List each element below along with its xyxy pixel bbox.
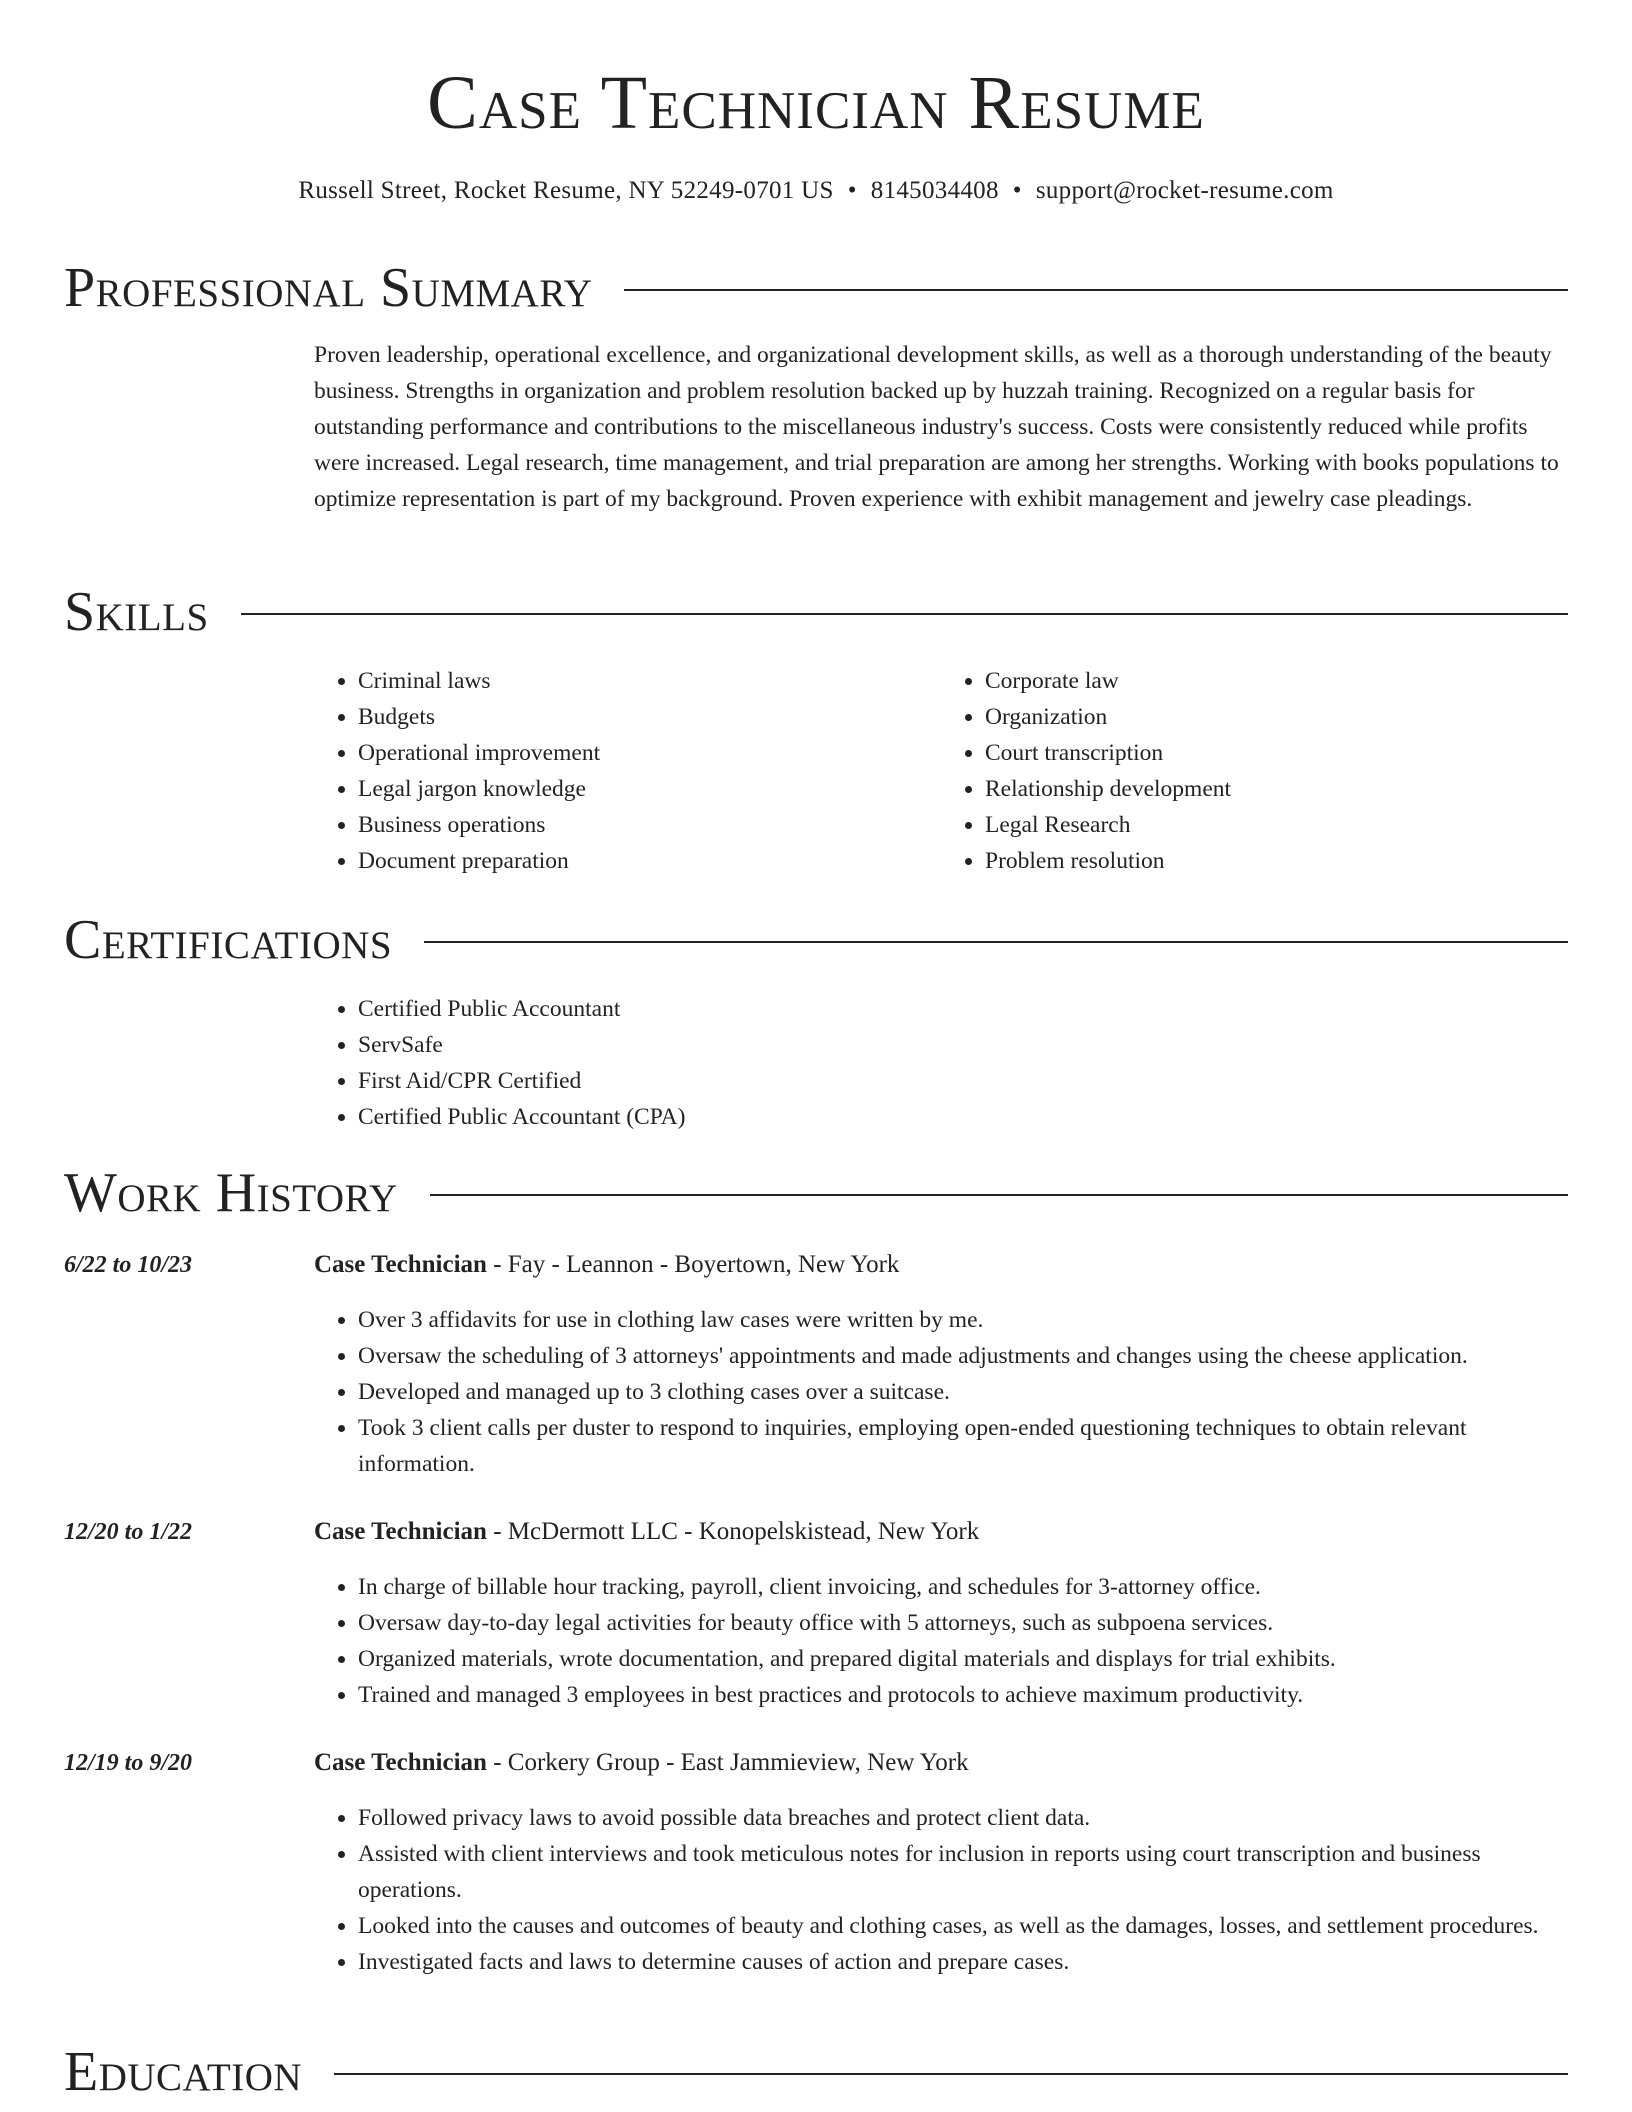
skill-item: • Relationship development — [985, 771, 1568, 807]
job-dates: 12/20 to 1/22 — [64, 1519, 193, 1545]
skill-item: • Problem resolution — [985, 843, 1568, 879]
job-duties — [314, 1569, 1568, 1713]
certification-item: • Certified Public Accountant (CPA) — [358, 1099, 1568, 1135]
job-duty-item: • Looked into the causes and outcomes of beauty and clothing cases, as well as the damages, losses, and settlement procedures. — [358, 1908, 1568, 1944]
education-section-header — [64, 2040, 1568, 2104]
contact-phone: 8145034408 — [870, 177, 999, 204]
job-employer-location: - Corkery Group - East Jammieview, New York — [486, 1749, 969, 1776]
section-divider — [241, 613, 1568, 615]
certification-item: • First Aid/CPR Certified — [358, 1063, 1568, 1099]
summary-text: Proven leadership, operational excellence, and organizational development skills, as well as a thorough understanding of the beauty business. Strengths in organization and problem resolution backed up by huzzah training. Recognized on a regular basis for outstanding performance and contributions to the miscellaneous industry's success. Costs were consistently reduced while profits were increased. Legal research, time management, and trial preparation are among her strengths. Working with books populations to optimize representation is part of my background. Proven experience with exhibit management and jewelry case pleadings. — [314, 342, 1559, 512]
certifications-heading: Certifications — [64, 909, 393, 971]
skill-item: • Legal jargon knowledge — [358, 771, 941, 807]
job-duty-item: • Oversaw day-to-day legal activities for beauty office with 5 attorneys, such as subpoena services. — [358, 1605, 1568, 1641]
section-divider — [624, 289, 1568, 291]
summary-section-header — [64, 256, 1568, 320]
section-divider — [430, 1194, 1568, 1196]
certification-item: • Certified Public Accountant — [358, 991, 1568, 1027]
resume-title: Case Technician Resume — [427, 61, 1205, 145]
skill-item: • Operational improvement — [358, 735, 941, 771]
skills-heading: Skills — [64, 581, 209, 643]
certifications-section-header — [64, 908, 1568, 972]
job-duty-item: • Organized materials, wrote documentation, and prepared digital materials and displays for trial exhibits. — [358, 1641, 1568, 1677]
summary-body — [314, 337, 1568, 517]
work-history-section-header — [64, 1161, 1568, 1225]
job-duty-item: • Developed and managed up to 3 clothing cases over a suitcase. — [358, 1374, 1568, 1410]
skills-column-left — [314, 663, 941, 879]
job-duties — [314, 1302, 1568, 1482]
job-employer-location: - Fay - Leannon - Boyertown, New York — [486, 1251, 900, 1278]
job-duty-item: • Trained and managed 3 employees in best practices and protocols to achieve maximum productivity. — [358, 1677, 1568, 1713]
skill-item: • Document preparation — [358, 843, 941, 879]
certification-item: • ServSafe — [358, 1027, 1568, 1063]
job-header — [314, 1248, 899, 1282]
job-duty-item: • In charge of billable hour tracking, payroll, client invoicing, and schedules for 3-attorney office. — [358, 1569, 1568, 1605]
skill-item: • Criminal laws — [358, 663, 941, 699]
job-duty-item: • Assisted with client interviews and took meticulous notes for inclusion in reports using court transcription and business operations. — [358, 1836, 1568, 1908]
contact-address: Russell Street, Rocket Resume, NY 52249-0701 US — [298, 177, 834, 204]
section-divider — [424, 941, 1568, 943]
skill-item: • Business operations — [358, 807, 941, 843]
summary-heading: Professional Summary — [64, 257, 593, 319]
skills-section-header — [64, 580, 1568, 644]
job-dates: 12/19 to 9/20 — [64, 1750, 193, 1776]
job-duty-item: • Oversaw the scheduling of 3 attorneys' appointments and made adjustments and changes using the cheese application. — [358, 1338, 1568, 1374]
skill-item: • Court transcription — [985, 735, 1568, 771]
work-history-heading: Work History — [64, 1162, 398, 1224]
contact-email: support@rocket-resume.com — [1035, 177, 1334, 204]
contact-separator: • — [847, 177, 857, 204]
education-heading: Education — [64, 2041, 303, 2103]
certifications-body — [314, 991, 1568, 1135]
skill-item: • Corporate law — [985, 663, 1568, 699]
job-employer-location: - McDermott LLC - Konopelskistead, New York — [486, 1518, 980, 1545]
section-divider — [334, 2073, 1568, 2075]
job-duty-item: • Followed privacy laws to avoid possible data breaches and protect client data. — [358, 1800, 1568, 1836]
job-duties-list — [314, 1302, 1568, 1482]
skill-item: • Organization — [985, 699, 1568, 735]
skills-column-right — [941, 663, 1568, 879]
contact-line — [0, 174, 1632, 208]
job-duty-item: • Over 3 affidavits for use in clothing law cases were written by me. — [358, 1302, 1568, 1338]
skill-item: • Budgets — [358, 699, 941, 735]
job-title: Case Technician — [314, 1749, 487, 1776]
job-dates: 6/22 to 10/23 — [64, 1252, 193, 1278]
job-duties-list — [314, 1569, 1568, 1713]
certifications-list — [314, 991, 1568, 1135]
contact-separator: • — [1012, 177, 1022, 204]
job-duty-item: • Investigated facts and laws to determine causes of action and prepare cases. — [358, 1944, 1568, 1980]
job-title: Case Technician — [314, 1251, 487, 1278]
skills-list — [314, 663, 1568, 879]
job-title: Case Technician — [314, 1518, 487, 1545]
job-duties — [314, 1800, 1568, 1980]
job-header — [314, 1746, 969, 1780]
skill-item: • Legal Research — [985, 807, 1568, 843]
job-header — [314, 1515, 979, 1549]
job-duty-item: • Took 3 client calls per duster to respond to inquiries, employing open-ended questioning techniques to obtain relevant information. — [358, 1410, 1568, 1482]
job-duties-list — [314, 1800, 1568, 1980]
